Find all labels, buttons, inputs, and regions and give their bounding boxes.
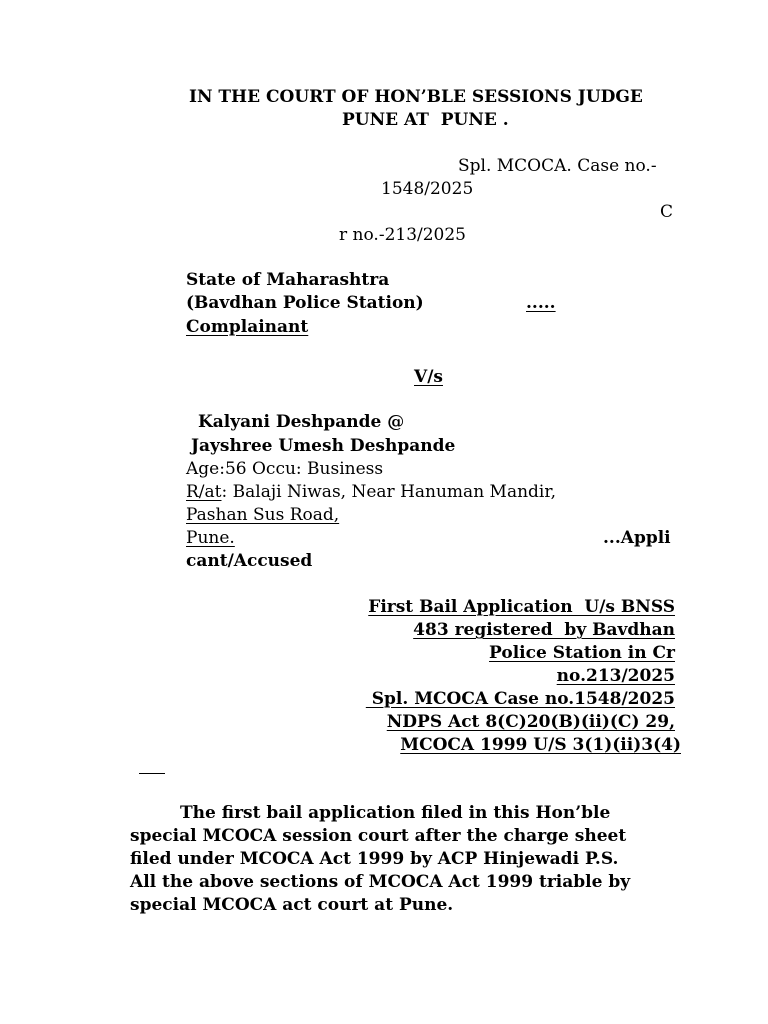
cr-label-start: C: [660, 202, 674, 222]
application-title-line1: First Bail Application U/s BNSS: [368, 597, 675, 617]
application-title-line2: 483 registered by Bavdhan: [413, 620, 675, 640]
body-paragraph-line5: special MCOCA act court at Pune.: [130, 895, 454, 915]
body-paragraph-line4: All the above sections of MCOCA Act 1999 triable by: [130, 872, 631, 892]
accused-address-line3: Pune.: [186, 528, 235, 548]
complainant-dots: .....: [526, 293, 556, 313]
spl-case-number: 1548/2025: [381, 179, 474, 199]
application-title-line7: MCOCA 1999 U/S 3(1)(ii)3(4): [400, 735, 681, 755]
resident-value: : Balaji Niwas, Near Hanuman Mandir,: [221, 482, 557, 502]
court-heading-line1: IN THE COURT OF HON’BLE SESSIONS JUDGE: [189, 87, 643, 107]
separator-rule: [139, 773, 165, 774]
application-title-line5: Spl. MCOCA Case no.1548/2025: [365, 689, 675, 709]
court-heading-line2: PUNE AT PUNE .: [342, 110, 509, 130]
accused-age-occupation: Age:56 Occu: Business: [186, 459, 384, 479]
application-title-line3: Police Station in Cr: [489, 643, 675, 663]
application-title-line6: NDPS Act 8(C)20(B)(ii)(C) 29,: [386, 712, 675, 732]
accused-address-line1: [186, 481, 556, 504]
body-paragraph-line3: filed under MCOCA Act 1999 by ACP Hinjewadi P.S.: [130, 849, 619, 869]
accused-name-line1: Kalyani Deshpande @: [198, 412, 405, 432]
spl-case-label: Spl. MCOCA. Case no.-: [458, 156, 657, 176]
complainant-police-station: (Bavdhan Police Station): [186, 293, 424, 313]
versus-label: V/s: [414, 367, 443, 387]
accused-name-line2: Jayshree Umesh Deshpande: [191, 436, 456, 456]
body-paragraph-line1: The first bail application filed in this Hon’ble: [180, 803, 611, 823]
application-title-line4: no.213/2025: [556, 666, 675, 686]
cr-number: r no.-213/2025: [339, 225, 467, 245]
resident-label: R/at: [186, 482, 222, 502]
accused-role-part1: ...Appli: [603, 528, 671, 548]
body-paragraph-line2: special MCOCA session court after the charge sheet: [130, 826, 627, 846]
complainant-name: State of Maharashtra: [186, 270, 390, 290]
complainant-role: Complainant: [186, 317, 309, 337]
accused-address-line2: Pashan Sus Road,: [186, 505, 340, 525]
accused-role-part2: cant/Accused: [186, 551, 313, 571]
